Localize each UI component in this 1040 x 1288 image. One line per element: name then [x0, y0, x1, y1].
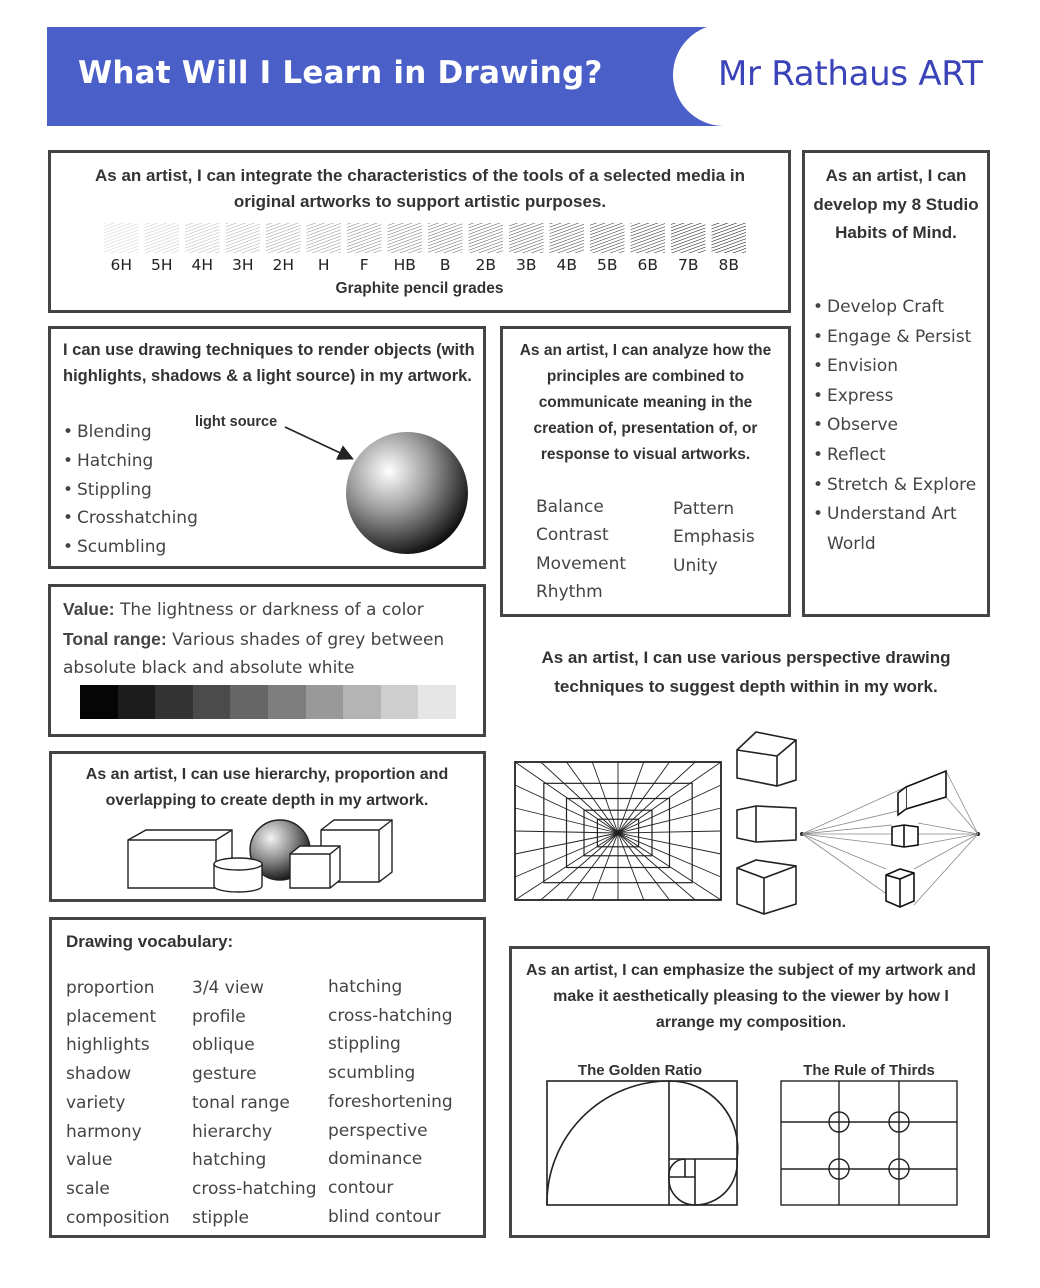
technique-item: • Hatching — [63, 447, 263, 476]
pencil-grade-labels — [101, 256, 749, 278]
pencil-swatch — [266, 223, 301, 253]
tonal-definition: Various shades of grey between absolute black and absolute white — [63, 629, 445, 679]
perspective-line — [618, 762, 695, 833]
vocabulary-col-3 — [328, 973, 453, 1231]
value-term: Value: — [63, 599, 115, 619]
perspective-line — [592, 833, 618, 900]
composition-statement: As an artist, I can emphasize the subject of my artwork and make it aesthetically pleasing to the viewer by how I arrange my composition. — [526, 962, 976, 1031]
principle-item: Rhythm — [536, 581, 603, 602]
principles-col-1 — [536, 493, 626, 606]
vocabulary-box — [49, 917, 486, 1238]
habit-item: • Engage & Persist — [813, 323, 985, 353]
value-swatch — [155, 685, 193, 719]
one-point-perspective-drawing — [512, 760, 724, 902]
vocabulary-term: scumbling — [328, 1063, 416, 1084]
perspective-line — [618, 833, 695, 900]
composition-box — [509, 946, 990, 1238]
vocabulary-term: highlights — [66, 1035, 150, 1056]
media-statement: As an artist, I can integrate the characteristics of the tools of a selected media in original artworks to support artistic purposes. — [95, 166, 745, 211]
pencil-grade-label: 3B — [516, 256, 537, 274]
pencil-grade-label: HB — [393, 256, 416, 274]
media-box — [48, 150, 791, 313]
pencil-swatch — [590, 223, 625, 253]
pencil-swatch — [712, 223, 747, 253]
principle-item: Pattern — [673, 499, 735, 519]
rule-of-thirds-label: The Rule of Thirds — [803, 1062, 935, 1079]
habits-statement: As an artist, I can develop my 8 Studio Habits of Mind. — [813, 166, 979, 242]
habits-list — [813, 293, 985, 559]
vocabulary-term: 3/4 view — [192, 978, 264, 998]
vocabulary-term: hatching — [192, 1150, 267, 1171]
golden-ratio-diagram — [544, 1079, 740, 1211]
vocabulary-term: dominance — [328, 1149, 423, 1170]
value-swatch — [193, 685, 231, 719]
pencil-swatch — [145, 223, 180, 253]
habit-item: • Express — [813, 382, 985, 412]
tonal-term: Tonal range: — [63, 628, 167, 649]
value-swatch — [268, 685, 306, 719]
pencil-grade-label: 7B — [678, 256, 699, 274]
vocabulary-term: cross-hatching — [192, 1178, 317, 1199]
habit-item: • Stretch & Explore — [813, 471, 985, 501]
vocabulary-term: gesture — [192, 1064, 257, 1085]
principle-item: Movement — [536, 553, 627, 574]
habit-item: • Develop Craft — [813, 293, 985, 323]
pencil-grade-label: 8B — [718, 256, 739, 274]
pencil-swatch — [550, 223, 585, 253]
principle-item: Emphasis — [673, 527, 755, 548]
pencil-grade-label: H — [317, 256, 330, 274]
principle-item: Contrast — [536, 525, 609, 546]
light-source-label: light source — [195, 414, 278, 430]
perspective-line — [541, 833, 618, 900]
pencil-swatch — [104, 223, 139, 253]
vocabulary-term: cross-hatching — [328, 1005, 453, 1026]
shaded-sphere — [279, 421, 479, 561]
vocabulary-term: harmony — [66, 1121, 142, 1142]
principles-box — [500, 326, 791, 617]
vocabulary-term: contour — [328, 1177, 394, 1198]
perspective-line — [541, 762, 618, 833]
vocabulary-term: hatching — [328, 977, 403, 997]
pencil-swatch — [671, 223, 706, 253]
rule-of-thirds-diagram — [778, 1079, 960, 1211]
techniques-statement: I can use drawing techniques to render objects (with highlights, shadows & a light source) in my artwork. — [63, 341, 475, 385]
habits-box — [802, 150, 990, 617]
perspective-line — [618, 833, 670, 900]
technique-item: • Stippling — [63, 476, 263, 505]
perspective-line — [618, 833, 644, 900]
perspective-line — [567, 833, 619, 900]
perspective-statement: As an artist, I can use various perspective drawing techniques to suggest depth within in my work. — [541, 648, 951, 696]
pencil-swatch — [347, 223, 382, 253]
pencil-grade-label: 4B — [556, 256, 577, 274]
hierarchy-statement: As an artist, I can use hierarchy, proportion and overlapping to create depth in my artwork. — [85, 766, 449, 809]
value-swatch — [381, 685, 419, 719]
value-swatch — [118, 685, 156, 719]
pencil-grade-label: 6H — [110, 256, 133, 274]
pencil-swatch — [469, 223, 504, 253]
pencil-swatches — [101, 221, 749, 255]
habit-item: • Envision — [813, 352, 985, 382]
vocabulary-term: stipple — [192, 1207, 250, 1228]
vocabulary-col-2 — [192, 974, 316, 1232]
brand-name: Mr Rathaus ART — [718, 54, 983, 94]
pencil-grade-label: 2B — [475, 256, 496, 274]
vocabulary-term: stippling — [328, 1034, 401, 1055]
value-swatch — [343, 685, 381, 719]
pencil-grade-label: 6B — [637, 256, 658, 274]
pencil-swatch — [226, 223, 261, 253]
pencil-swatch — [185, 223, 220, 253]
value-box — [48, 584, 486, 737]
technique-item: • Blending — [63, 418, 263, 447]
technique-item: • Crosshatching — [63, 504, 263, 533]
value-swatch — [80, 685, 118, 719]
cube-views-drawing — [734, 728, 800, 916]
vocabulary-term: composition — [66, 1207, 170, 1228]
principle-item: Balance — [536, 497, 604, 517]
principles-col-2 — [673, 495, 755, 580]
vocabulary-term: oblique — [192, 1035, 255, 1056]
pencil-caption: Graphite pencil grades — [335, 280, 504, 297]
vocabulary-term: proportion — [66, 978, 155, 998]
two-point-perspective-drawing — [800, 765, 998, 911]
value-swatch — [230, 685, 268, 719]
pencil-grade-label: 2H — [272, 256, 295, 274]
golden-ratio-label: The Golden Ratio — [577, 1062, 703, 1079]
pencil-grade-label: 5B — [597, 256, 618, 274]
techniques-box — [48, 326, 486, 569]
vocabulary-term: foreshortening — [328, 1091, 453, 1112]
vocabulary-col-1 — [66, 974, 170, 1232]
pencil-grade-label: 4H — [191, 256, 214, 274]
pencil-grade-label: 3H — [231, 256, 254, 274]
principles-statement: As an artist, I can analyze how the principles are combined to communicate meaning in the creation of, presentation of, or response to visual artworks. — [519, 342, 772, 463]
value-swatch — [306, 685, 344, 719]
vocabulary-term: hierarchy — [192, 1121, 273, 1142]
value-definition: The lightness or darkness of a color — [119, 600, 424, 620]
vocabulary-term: scale — [66, 1178, 110, 1199]
overlapping-forms-drawing — [126, 818, 406, 896]
pencil-swatch — [388, 223, 423, 253]
page-title: What Will I Learn in Drawing? — [78, 55, 603, 91]
habit-item: • Observe — [813, 411, 985, 441]
technique-item: • Scumbling — [63, 533, 263, 562]
vocabulary-term: perspective — [328, 1120, 428, 1141]
vocabulary-term: value — [66, 1150, 113, 1171]
vocabulary-term: blind contour — [328, 1206, 441, 1227]
vocabulary-term: shadow — [66, 1064, 132, 1085]
habit-item: • Reflect — [813, 441, 985, 471]
value-scale — [80, 685, 456, 719]
pencil-swatch — [307, 223, 342, 253]
hierarchy-box — [49, 751, 486, 902]
vocabulary-term: tonal range — [192, 1092, 290, 1113]
pencil-grade-label: 5H — [150, 256, 173, 274]
techniques-list — [63, 418, 263, 562]
pencil-swatch — [509, 223, 544, 253]
vocabulary-term: placement — [66, 1006, 157, 1027]
principle-item: Unity — [673, 555, 718, 576]
pencil-grade-label: B — [439, 256, 451, 274]
pencil-swatch — [428, 223, 463, 253]
value-definitions — [63, 595, 483, 683]
vocabulary-term: profile — [192, 1006, 246, 1027]
vocabulary-term: variety — [66, 1092, 126, 1113]
habit-item: • Understand Art World — [813, 500, 985, 559]
pencil-swatch — [631, 223, 666, 253]
value-swatch — [418, 685, 456, 719]
pencil-grade-label: F — [359, 256, 369, 274]
vocabulary-title: Drawing vocabulary: — [66, 932, 234, 951]
